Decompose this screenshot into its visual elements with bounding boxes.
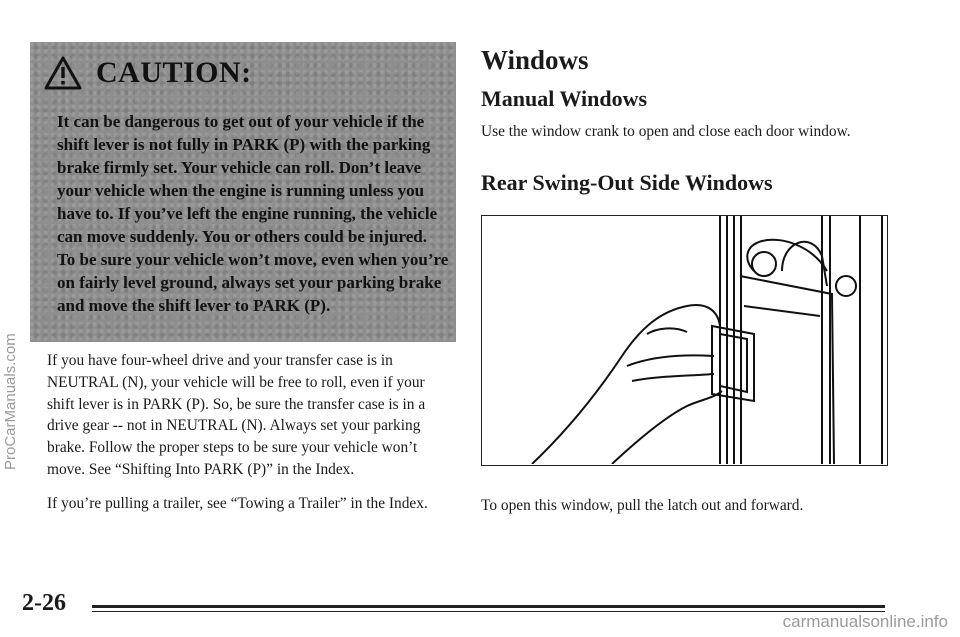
page-number: 2-26 xyxy=(22,590,66,616)
bottom-watermark: carmanualsonline.info xyxy=(782,612,948,631)
manual-windows-text: Use the window crank to open and close each door window. xyxy=(481,123,851,140)
windows-section xyxy=(481,42,901,195)
side-watermark: ProCarManuals.com xyxy=(2,333,19,470)
left-body xyxy=(47,350,449,527)
caution-header xyxy=(44,56,252,90)
section-title: Windows xyxy=(481,45,589,75)
paragraph-trailer: If you’re pulling a trailer, see “Towing a Trailer” in the Index. xyxy=(47,494,428,512)
footer-rule-thin xyxy=(92,611,885,612)
window-latch-illustration xyxy=(481,215,888,466)
manual-windows-heading: Manual Windows xyxy=(481,86,648,111)
window-latch-hand-illustration xyxy=(482,216,886,464)
illustration-caption: To open this window, pull the latch out and forward. xyxy=(481,497,804,514)
footer-rule xyxy=(92,605,885,608)
warning-triangle-icon xyxy=(44,56,82,90)
caution-text: It can be dangerous to get out of your vehicle if the shift lever is not fully in PARK (P) with the parking brake firmly set. Your vehicle can roll. Don’t leave your vehicle when the engine is running unless you have to. If you’ve left the engine running, the vehicle can move suddenly. You or others could be injured. To be sure your vehicle won’t move, even when you’re on fairly level ground, always set your parking brake and move the shift lever to PARK (P). xyxy=(57,112,449,315)
caution-title: CAUTION: xyxy=(96,56,252,89)
rear-windows-heading: Rear Swing-Out Side Windows xyxy=(481,170,773,195)
paragraph-four-wheel-drive: If you have four-wheel drive and your transfer case is in NEUTRAL (N), your vehicle will be free to roll, even if your shift lever is in PARK (P). So, be sure the transfer case is in a drive gear -- not in NEUTRAL (N). Always set your parking brake. Follow the proper steps to be sure your vehicle won’t move. See “Shifting Into PARK (P)” in the Index. xyxy=(47,352,426,478)
caution-box xyxy=(30,42,456,342)
